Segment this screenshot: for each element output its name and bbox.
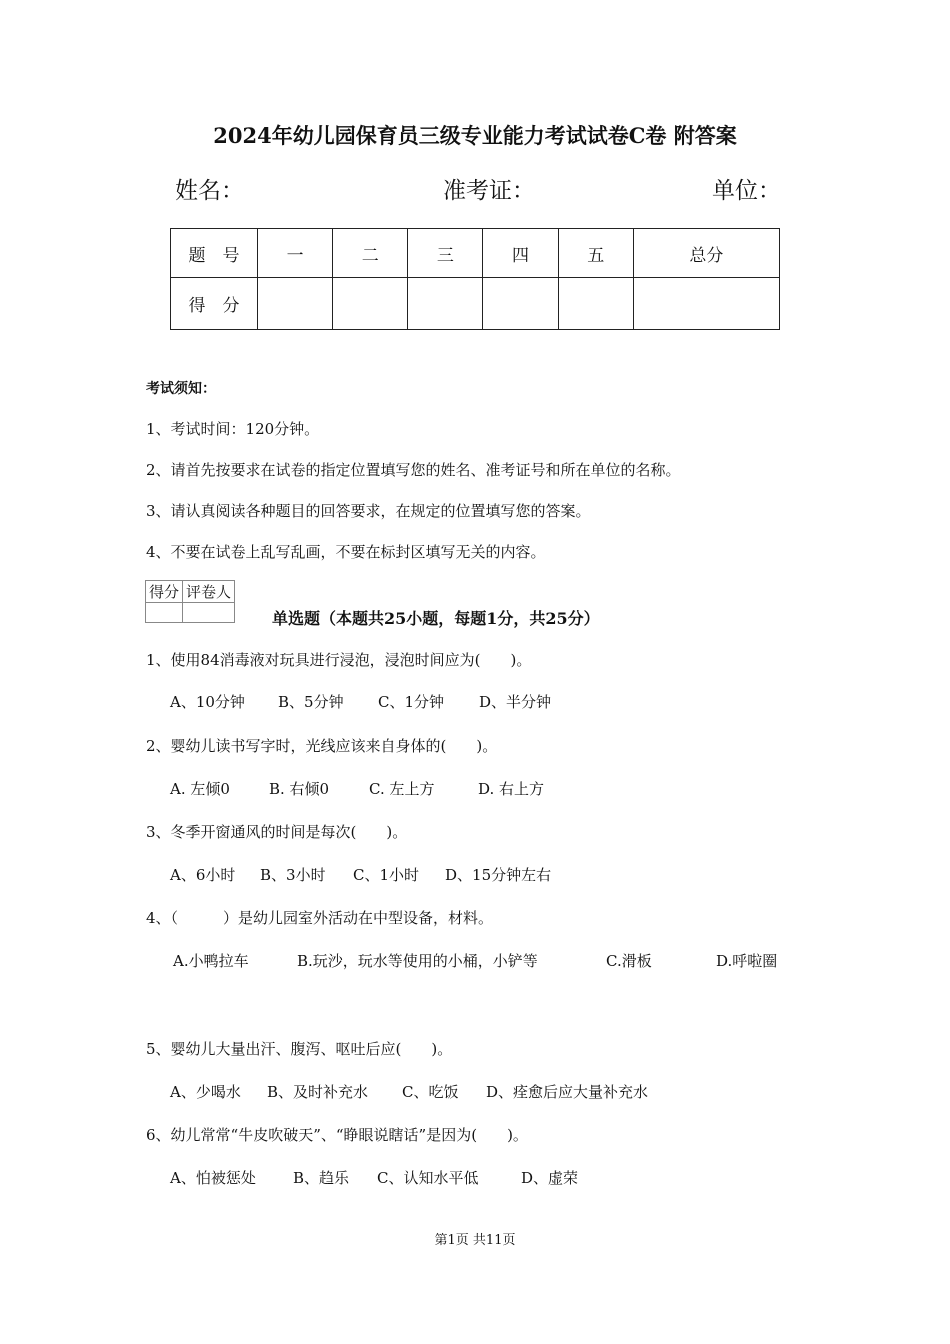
score-header-cell: 五 — [558, 229, 633, 278]
option: C、1分钟 — [378, 693, 445, 711]
notice-item: 1、考试时间：120分钟。 — [146, 420, 320, 438]
option: A、怕被惩处 — [170, 1169, 256, 1187]
option: A. 左倾0 — [170, 780, 230, 798]
score-cell[interactable] — [258, 278, 333, 330]
notice-item: 2、请首先按要求在试卷的指定位置填写您的姓名、准考证号和所在单位的名称。 — [146, 461, 681, 479]
option: A、少喝水 — [170, 1083, 241, 1101]
option: D、虚荣 — [521, 1169, 579, 1187]
question-options — [170, 691, 551, 712]
score-header-cell: 总分 — [633, 229, 779, 278]
score-header-cell: 三 — [408, 229, 483, 278]
question-text: 4、（ ）是幼儿园室外活动在中型设备，材料。 — [146, 909, 494, 927]
question-options — [170, 1081, 648, 1102]
score-header-cell: 二 — [333, 229, 408, 278]
question-options — [173, 950, 777, 971]
score-cell[interactable] — [408, 278, 483, 330]
option: B.玩沙，玩水等使用的小桶，小铲等 — [297, 952, 538, 970]
option: B、3小时 — [260, 866, 326, 884]
option: B、5分钟 — [278, 693, 344, 711]
question-text: 5、婴幼儿大量出汗、腹泻、呕吐后应( )。 — [146, 1040, 453, 1058]
grader-name-cell[interactable] — [183, 603, 235, 623]
question-text: 2、婴幼儿读书写字时，光线应该来自身体的( )。 — [146, 737, 498, 755]
notice-item: 4、不要在试卷上乱写乱画，不要在标封区填写无关的内容。 — [146, 543, 546, 561]
option: D.呼啦圈 — [716, 952, 778, 970]
option: A.小鸭拉车 — [173, 952, 249, 970]
option: D、痊愈后应大量补充水 — [486, 1083, 649, 1101]
score-table-header-row — [171, 229, 780, 278]
page-footer: 第1页 共11页 — [434, 1233, 516, 1248]
question-options — [170, 864, 551, 885]
notice-item: 3、请认真阅读各种题目的回答要求，在规定的位置填写您的答案。 — [146, 502, 591, 520]
option: A、10分钟 — [170, 693, 245, 711]
grader-box — [145, 580, 235, 623]
score-header-cell: 题 号 — [171, 229, 258, 278]
section-title: 单选题（本题共25小题，每题1分，共25分） — [272, 609, 600, 628]
option: D. 右上方 — [478, 780, 545, 798]
question-text: 3、冬季开窗通风的时间是每次( )。 — [146, 823, 408, 841]
score-header-cell: 一 — [258, 229, 333, 278]
option: C、认知水平低 — [377, 1169, 479, 1187]
option: B、趋乐 — [293, 1169, 350, 1187]
score-table-score-row — [171, 278, 780, 330]
question-text: 1、使用84消毒液对玩具进行浸泡，浸泡时间应为( )。 — [146, 651, 532, 669]
option: B. 右倾0 — [269, 780, 330, 798]
exam-id-label: 准考证： — [443, 178, 535, 204]
grader-score-cell[interactable] — [146, 603, 183, 623]
score-cell[interactable] — [558, 278, 633, 330]
score-header-cell: 四 — [483, 229, 558, 278]
option: C.滑板 — [606, 952, 652, 970]
grader-score-label: 得分 — [146, 581, 183, 603]
page-title: 2024年幼儿园保育员三级专业能力考试试卷C卷 附答案 — [213, 123, 737, 148]
option: A、6小时 — [170, 866, 236, 884]
unit-label: 单位： — [712, 178, 781, 204]
option: C、1小时 — [353, 866, 420, 884]
option: C、吃饭 — [402, 1083, 459, 1101]
score-row-label: 得 分 — [171, 278, 258, 330]
question-options — [170, 778, 544, 799]
option: C. 左上方 — [369, 780, 435, 798]
score-cell[interactable] — [333, 278, 408, 330]
option: D、半分钟 — [479, 693, 552, 711]
score-table — [170, 228, 780, 330]
question-options — [170, 1167, 578, 1188]
score-cell[interactable] — [483, 278, 558, 330]
notice-heading: 考试须知： — [146, 381, 216, 397]
question-text: 6、幼儿常常“牛皮吹破天”、“睁眼说瞎话”是因为( )。 — [146, 1126, 528, 1144]
score-cell[interactable] — [633, 278, 779, 330]
grader-name-label: 评卷人 — [183, 581, 235, 603]
option: D、15分钟左右 — [445, 866, 552, 884]
option: B、及时补充水 — [267, 1083, 369, 1101]
name-label: 姓名： — [175, 178, 244, 204]
